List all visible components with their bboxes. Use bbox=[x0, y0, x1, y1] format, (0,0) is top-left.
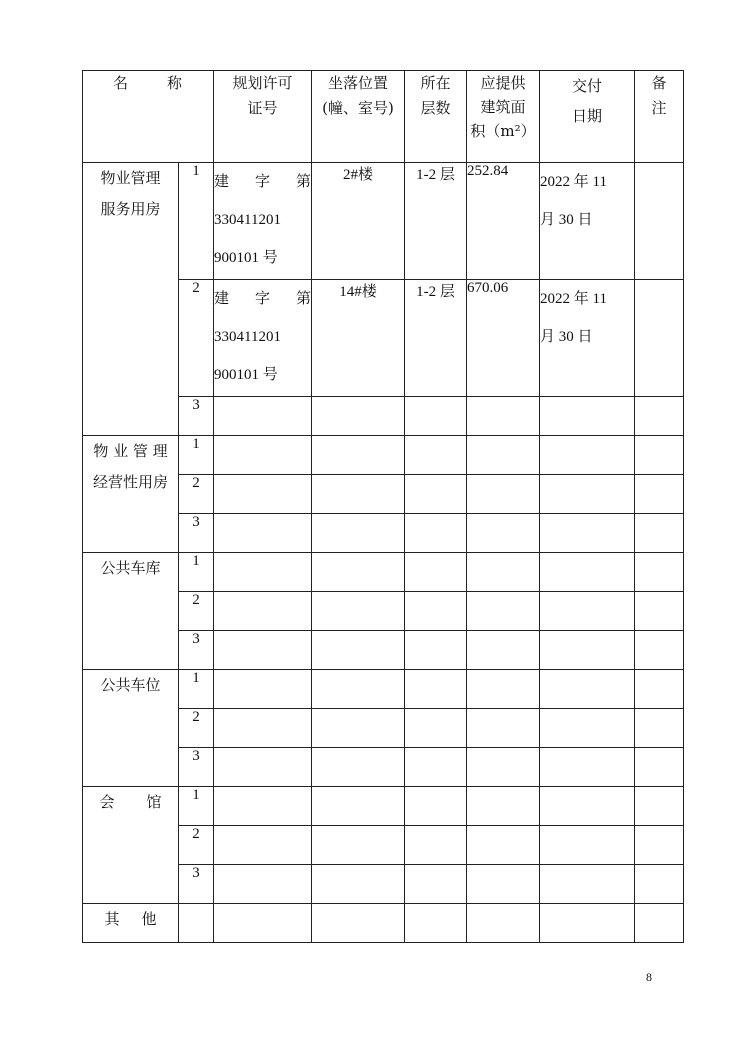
remark-cell bbox=[635, 631, 684, 670]
permit-cell bbox=[214, 397, 312, 436]
remark-cell bbox=[635, 514, 684, 553]
location-cell bbox=[312, 514, 405, 553]
delivery-date-cell bbox=[540, 904, 635, 943]
delivery-date-cell bbox=[540, 787, 635, 826]
row-number: 3 bbox=[179, 631, 214, 670]
page-number: 8 bbox=[646, 970, 652, 984]
floor-cell bbox=[405, 670, 467, 709]
location-cell bbox=[312, 709, 405, 748]
area-cell bbox=[467, 748, 540, 787]
permit-cell bbox=[214, 709, 312, 748]
date-line1: 2022 年 11 bbox=[540, 174, 607, 190]
category-service-room bbox=[83, 163, 179, 436]
delivery-date-cell bbox=[540, 280, 635, 397]
floor-cell bbox=[405, 748, 467, 787]
header-area-line2: 建筑面 bbox=[480, 98, 526, 116]
row-number: 3 bbox=[179, 865, 214, 904]
location-cell bbox=[312, 553, 405, 592]
header-remark bbox=[635, 71, 684, 163]
remark-cell bbox=[635, 787, 684, 826]
permit-cell bbox=[214, 280, 312, 397]
row-number: 2 bbox=[179, 475, 214, 514]
row-number: 2 bbox=[179, 709, 214, 748]
delivery-date-cell bbox=[540, 670, 635, 709]
permit-cell bbox=[214, 670, 312, 709]
delivery-date-cell bbox=[540, 592, 635, 631]
area-cell: 670.06 bbox=[467, 280, 540, 397]
permit-line3: 900101 号 bbox=[214, 250, 278, 266]
floor-cell bbox=[405, 514, 467, 553]
location-cell bbox=[312, 670, 405, 709]
area-cell bbox=[467, 553, 540, 592]
header-permit-line2: 证号 bbox=[247, 99, 278, 117]
property-registration-table bbox=[82, 70, 684, 943]
date-line1: 2022 年 11 bbox=[540, 291, 607, 307]
remark-cell bbox=[635, 163, 684, 280]
floor-cell bbox=[405, 397, 467, 436]
location-cell: 14#楼 bbox=[312, 280, 405, 397]
area-cell bbox=[467, 709, 540, 748]
remark-cell bbox=[635, 280, 684, 397]
header-name bbox=[83, 71, 214, 163]
permit-cell bbox=[214, 865, 312, 904]
floor-cell bbox=[405, 592, 467, 631]
area-cell bbox=[467, 397, 540, 436]
row-number: 1 bbox=[179, 436, 214, 475]
category-service-line1: 物业管理 bbox=[100, 169, 161, 187]
remark-cell bbox=[635, 865, 684, 904]
floor-cell bbox=[405, 553, 467, 592]
table-row bbox=[83, 436, 684, 475]
area-cell bbox=[467, 826, 540, 865]
table-row bbox=[83, 553, 684, 592]
category-public-parking: 公共车位 bbox=[83, 670, 179, 787]
header-area-line1: 应提供 bbox=[480, 74, 526, 92]
permit-cell bbox=[214, 631, 312, 670]
delivery-date-cell bbox=[540, 163, 635, 280]
header-area-line3: 积（m²） bbox=[470, 122, 536, 140]
permit-line2: 330411201 bbox=[214, 212, 281, 228]
row-number: 1 bbox=[179, 553, 214, 592]
header-floor-line1: 所在 bbox=[420, 74, 451, 92]
area-cell bbox=[467, 670, 540, 709]
row-number: 2 bbox=[179, 280, 214, 397]
header-location-line1: 坐落位置 bbox=[327, 74, 388, 92]
area-cell bbox=[467, 514, 540, 553]
header-delivery bbox=[540, 71, 635, 163]
row-number: 3 bbox=[179, 514, 214, 553]
header-delivery-line1: 交付 bbox=[571, 77, 602, 95]
category-clubhouse bbox=[83, 787, 179, 904]
header-name-b: 称 bbox=[167, 74, 184, 92]
remark-cell bbox=[635, 436, 684, 475]
permit-line1 bbox=[214, 163, 311, 201]
header-area bbox=[467, 71, 540, 163]
category-other-b: 他 bbox=[141, 910, 157, 928]
location-cell bbox=[312, 592, 405, 631]
floor-cell bbox=[405, 865, 467, 904]
header-location-line2: (幢、室号) bbox=[322, 99, 394, 117]
category-business-line1: 物 业 管 理 bbox=[93, 442, 168, 460]
floor-cell: 1-2 层 bbox=[405, 163, 467, 280]
permit-cell bbox=[214, 475, 312, 514]
category-club-a: 会 bbox=[99, 793, 115, 811]
header-delivery-line2: 日期 bbox=[571, 107, 602, 125]
location-cell bbox=[312, 865, 405, 904]
location-cell bbox=[312, 436, 405, 475]
permit-cell bbox=[214, 436, 312, 475]
remark-cell bbox=[635, 553, 684, 592]
table-row bbox=[83, 670, 684, 709]
header-floor-line2: 层数 bbox=[420, 99, 451, 117]
permit-cell bbox=[214, 904, 312, 943]
category-other bbox=[83, 904, 179, 943]
area-cell: 252.84 bbox=[467, 163, 540, 280]
floor-cell bbox=[405, 904, 467, 943]
row-number: 3 bbox=[179, 748, 214, 787]
permit-cell bbox=[214, 787, 312, 826]
remark-cell bbox=[635, 592, 684, 631]
delivery-date-cell bbox=[540, 397, 635, 436]
floor-cell bbox=[405, 709, 467, 748]
header-permit bbox=[214, 71, 312, 163]
category-service-line2: 服务用房 bbox=[100, 200, 161, 218]
location-cell bbox=[312, 826, 405, 865]
permit-cell bbox=[214, 826, 312, 865]
remark-cell bbox=[635, 475, 684, 514]
area-cell bbox=[467, 865, 540, 904]
location-cell: 2#楼 bbox=[312, 163, 405, 280]
category-other-a: 其 bbox=[104, 910, 120, 928]
date-line2: 月 30 日 bbox=[540, 329, 593, 345]
permit-line2: 330411201 bbox=[214, 329, 281, 345]
area-cell bbox=[467, 631, 540, 670]
table-row bbox=[83, 163, 684, 280]
category-business-line2: 经营性用房 bbox=[92, 473, 168, 491]
permit-cell bbox=[214, 163, 312, 280]
delivery-date-cell bbox=[540, 826, 635, 865]
area-cell bbox=[467, 904, 540, 943]
floor-cell bbox=[405, 436, 467, 475]
header-floor bbox=[405, 71, 467, 163]
delivery-date-cell bbox=[540, 748, 635, 787]
area-cell bbox=[467, 592, 540, 631]
permit-cell bbox=[214, 514, 312, 553]
floor-cell bbox=[405, 826, 467, 865]
permit-cell bbox=[214, 553, 312, 592]
row-number: 1 bbox=[179, 787, 214, 826]
delivery-date-cell bbox=[540, 709, 635, 748]
row-number: 2 bbox=[179, 592, 214, 631]
delivery-date-cell bbox=[540, 436, 635, 475]
header-location bbox=[312, 71, 405, 163]
floor-cell bbox=[405, 787, 467, 826]
category-business-room bbox=[83, 436, 179, 553]
location-cell bbox=[312, 631, 405, 670]
header-remark-line2: 注 bbox=[651, 99, 667, 117]
floor-cell: 1-2 层 bbox=[405, 280, 467, 397]
permit-word: 第 bbox=[295, 291, 311, 307]
row-number: 2 bbox=[179, 826, 214, 865]
permit-word: 第 bbox=[295, 174, 311, 190]
permit-cell bbox=[214, 592, 312, 631]
area-cell bbox=[467, 787, 540, 826]
remark-cell bbox=[635, 670, 684, 709]
floor-cell bbox=[405, 631, 467, 670]
area-cell bbox=[467, 475, 540, 514]
delivery-date-cell bbox=[540, 514, 635, 553]
area-cell bbox=[467, 436, 540, 475]
category-public-garage: 公共车库 bbox=[83, 553, 179, 670]
delivery-date-cell bbox=[540, 631, 635, 670]
table-row bbox=[83, 904, 684, 943]
location-cell bbox=[312, 787, 405, 826]
row-number: 1 bbox=[179, 163, 214, 280]
location-cell bbox=[312, 397, 405, 436]
remark-cell bbox=[635, 826, 684, 865]
category-club-b: 馆 bbox=[146, 793, 162, 811]
delivery-date-cell bbox=[540, 553, 635, 592]
date-line2: 月 30 日 bbox=[540, 212, 593, 228]
row-number bbox=[179, 904, 214, 943]
location-cell bbox=[312, 904, 405, 943]
delivery-date-cell bbox=[540, 475, 635, 514]
remark-cell bbox=[635, 709, 684, 748]
header-remark-line1: 备 bbox=[651, 74, 667, 92]
header-permit-line1: 规划许可 bbox=[232, 74, 293, 92]
permit-cell bbox=[214, 748, 312, 787]
table-row bbox=[83, 787, 684, 826]
permit-word: 字 bbox=[254, 174, 270, 190]
permit-word: 建 bbox=[214, 174, 230, 190]
location-cell bbox=[312, 475, 405, 514]
remark-cell bbox=[635, 748, 684, 787]
header-name-text bbox=[83, 71, 213, 96]
permit-word: 字 bbox=[254, 291, 270, 307]
permit-line1 bbox=[214, 280, 311, 318]
remark-cell bbox=[635, 397, 684, 436]
location-cell bbox=[312, 748, 405, 787]
floor-cell bbox=[405, 475, 467, 514]
remark-cell bbox=[635, 904, 684, 943]
permit-word: 建 bbox=[214, 291, 230, 307]
row-number: 1 bbox=[179, 670, 214, 709]
row-number: 3 bbox=[179, 397, 214, 436]
permit-line3: 900101 号 bbox=[214, 367, 278, 383]
delivery-date-cell bbox=[540, 865, 635, 904]
header-name-a: 名 bbox=[112, 74, 129, 92]
header-row bbox=[83, 71, 684, 163]
